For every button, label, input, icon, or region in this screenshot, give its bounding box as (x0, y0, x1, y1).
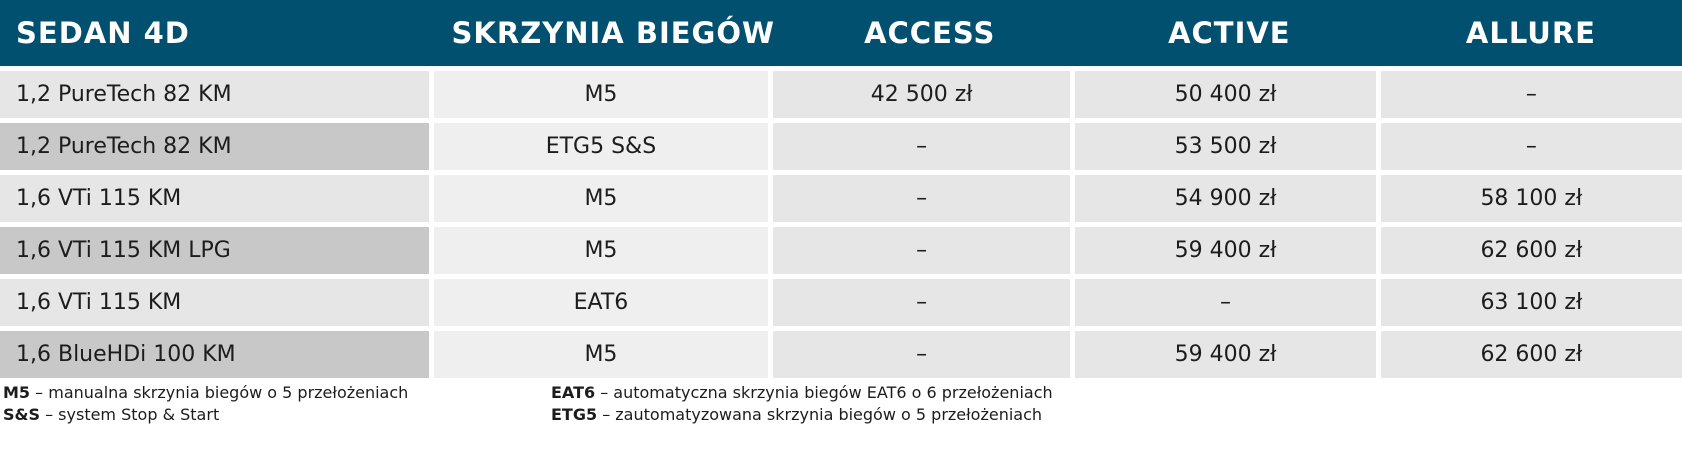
cell-allure-price: – (1381, 123, 1682, 170)
cell-gearbox: M5 (434, 331, 768, 378)
header-active: ACTIVE (1168, 16, 1291, 50)
header-allure: ALLURE (1465, 16, 1596, 50)
cell-active-price: 59 400 zł (1075, 331, 1375, 378)
cell-access-price: – (773, 279, 1070, 326)
legend-column-right (551, 382, 1053, 426)
header-access: ACCESS (864, 16, 996, 50)
cell-gearbox: EAT6 (434, 279, 768, 326)
table-row (0, 123, 1682, 170)
legend-item (3, 382, 408, 404)
cell-gearbox: M5 (434, 175, 768, 222)
legend-text: – automatyczna skrzynia biegów EAT6 o 6 przełożeniach (595, 383, 1053, 402)
cell-allure-price: 62 600 zł (1381, 227, 1682, 274)
cell-access-price: – (773, 331, 1070, 378)
cell-allure-price: – (1381, 71, 1682, 118)
legend-code: EAT6 (551, 383, 596, 402)
table-row (0, 279, 1682, 326)
cell-model: 1,6 VTi 115 KM LPG (0, 227, 429, 274)
cell-model: 1,2 PureTech 82 KM (0, 71, 429, 118)
legend-text: – zautomatyzowana skrzynia biegów o 5 przełożeniach (597, 405, 1043, 424)
cell-access-price: 42 500 zł (773, 71, 1070, 118)
legend-text: – system Stop & Start (40, 405, 220, 424)
table-header (0, 0, 1682, 71)
table-row (0, 71, 1682, 118)
cell-access-price: – (773, 175, 1070, 222)
header-gearbox: SKRZYNIA BIEGÓW (451, 16, 775, 50)
cell-active-price: 50 400 zł (1075, 71, 1375, 118)
cell-gearbox: M5 (434, 227, 768, 274)
legend-item (551, 404, 1053, 426)
cell-model: 1,2 PureTech 82 KM (0, 123, 429, 170)
cell-allure-price: 62 600 zł (1381, 331, 1682, 378)
cell-model: 1,6 VTi 115 KM (0, 175, 429, 222)
legend-item (3, 404, 408, 426)
cell-allure-price: 63 100 zł (1381, 279, 1682, 326)
cell-active-price: 53 500 zł (1075, 123, 1375, 170)
header-model: SEDAN 4D (16, 16, 190, 50)
cell-model: 1,6 BlueHDi 100 KM (0, 331, 429, 378)
cell-gearbox: ETG5 S&S (434, 123, 768, 170)
legend-text: – manualna skrzynia biegów o 5 przełożeniach (30, 383, 409, 402)
table-row (0, 331, 1682, 378)
legend-code: S&S (3, 405, 40, 424)
table-row (0, 175, 1682, 222)
cell-active-price: 54 900 zł (1075, 175, 1375, 222)
legend-item (551, 382, 1053, 404)
cell-active-price: 59 400 zł (1075, 227, 1375, 274)
legend-code: M5 (3, 383, 31, 402)
cell-active-price: – (1075, 279, 1375, 326)
cell-access-price: – (773, 227, 1070, 274)
cell-access-price: – (773, 123, 1070, 170)
table-row (0, 227, 1682, 274)
legend-column-left (3, 382, 408, 426)
cell-gearbox: M5 (434, 71, 768, 118)
legend-code: ETG5 (551, 405, 598, 424)
cell-allure-price: 58 100 zł (1381, 175, 1682, 222)
cell-model: 1,6 VTi 115 KM (0, 279, 429, 326)
